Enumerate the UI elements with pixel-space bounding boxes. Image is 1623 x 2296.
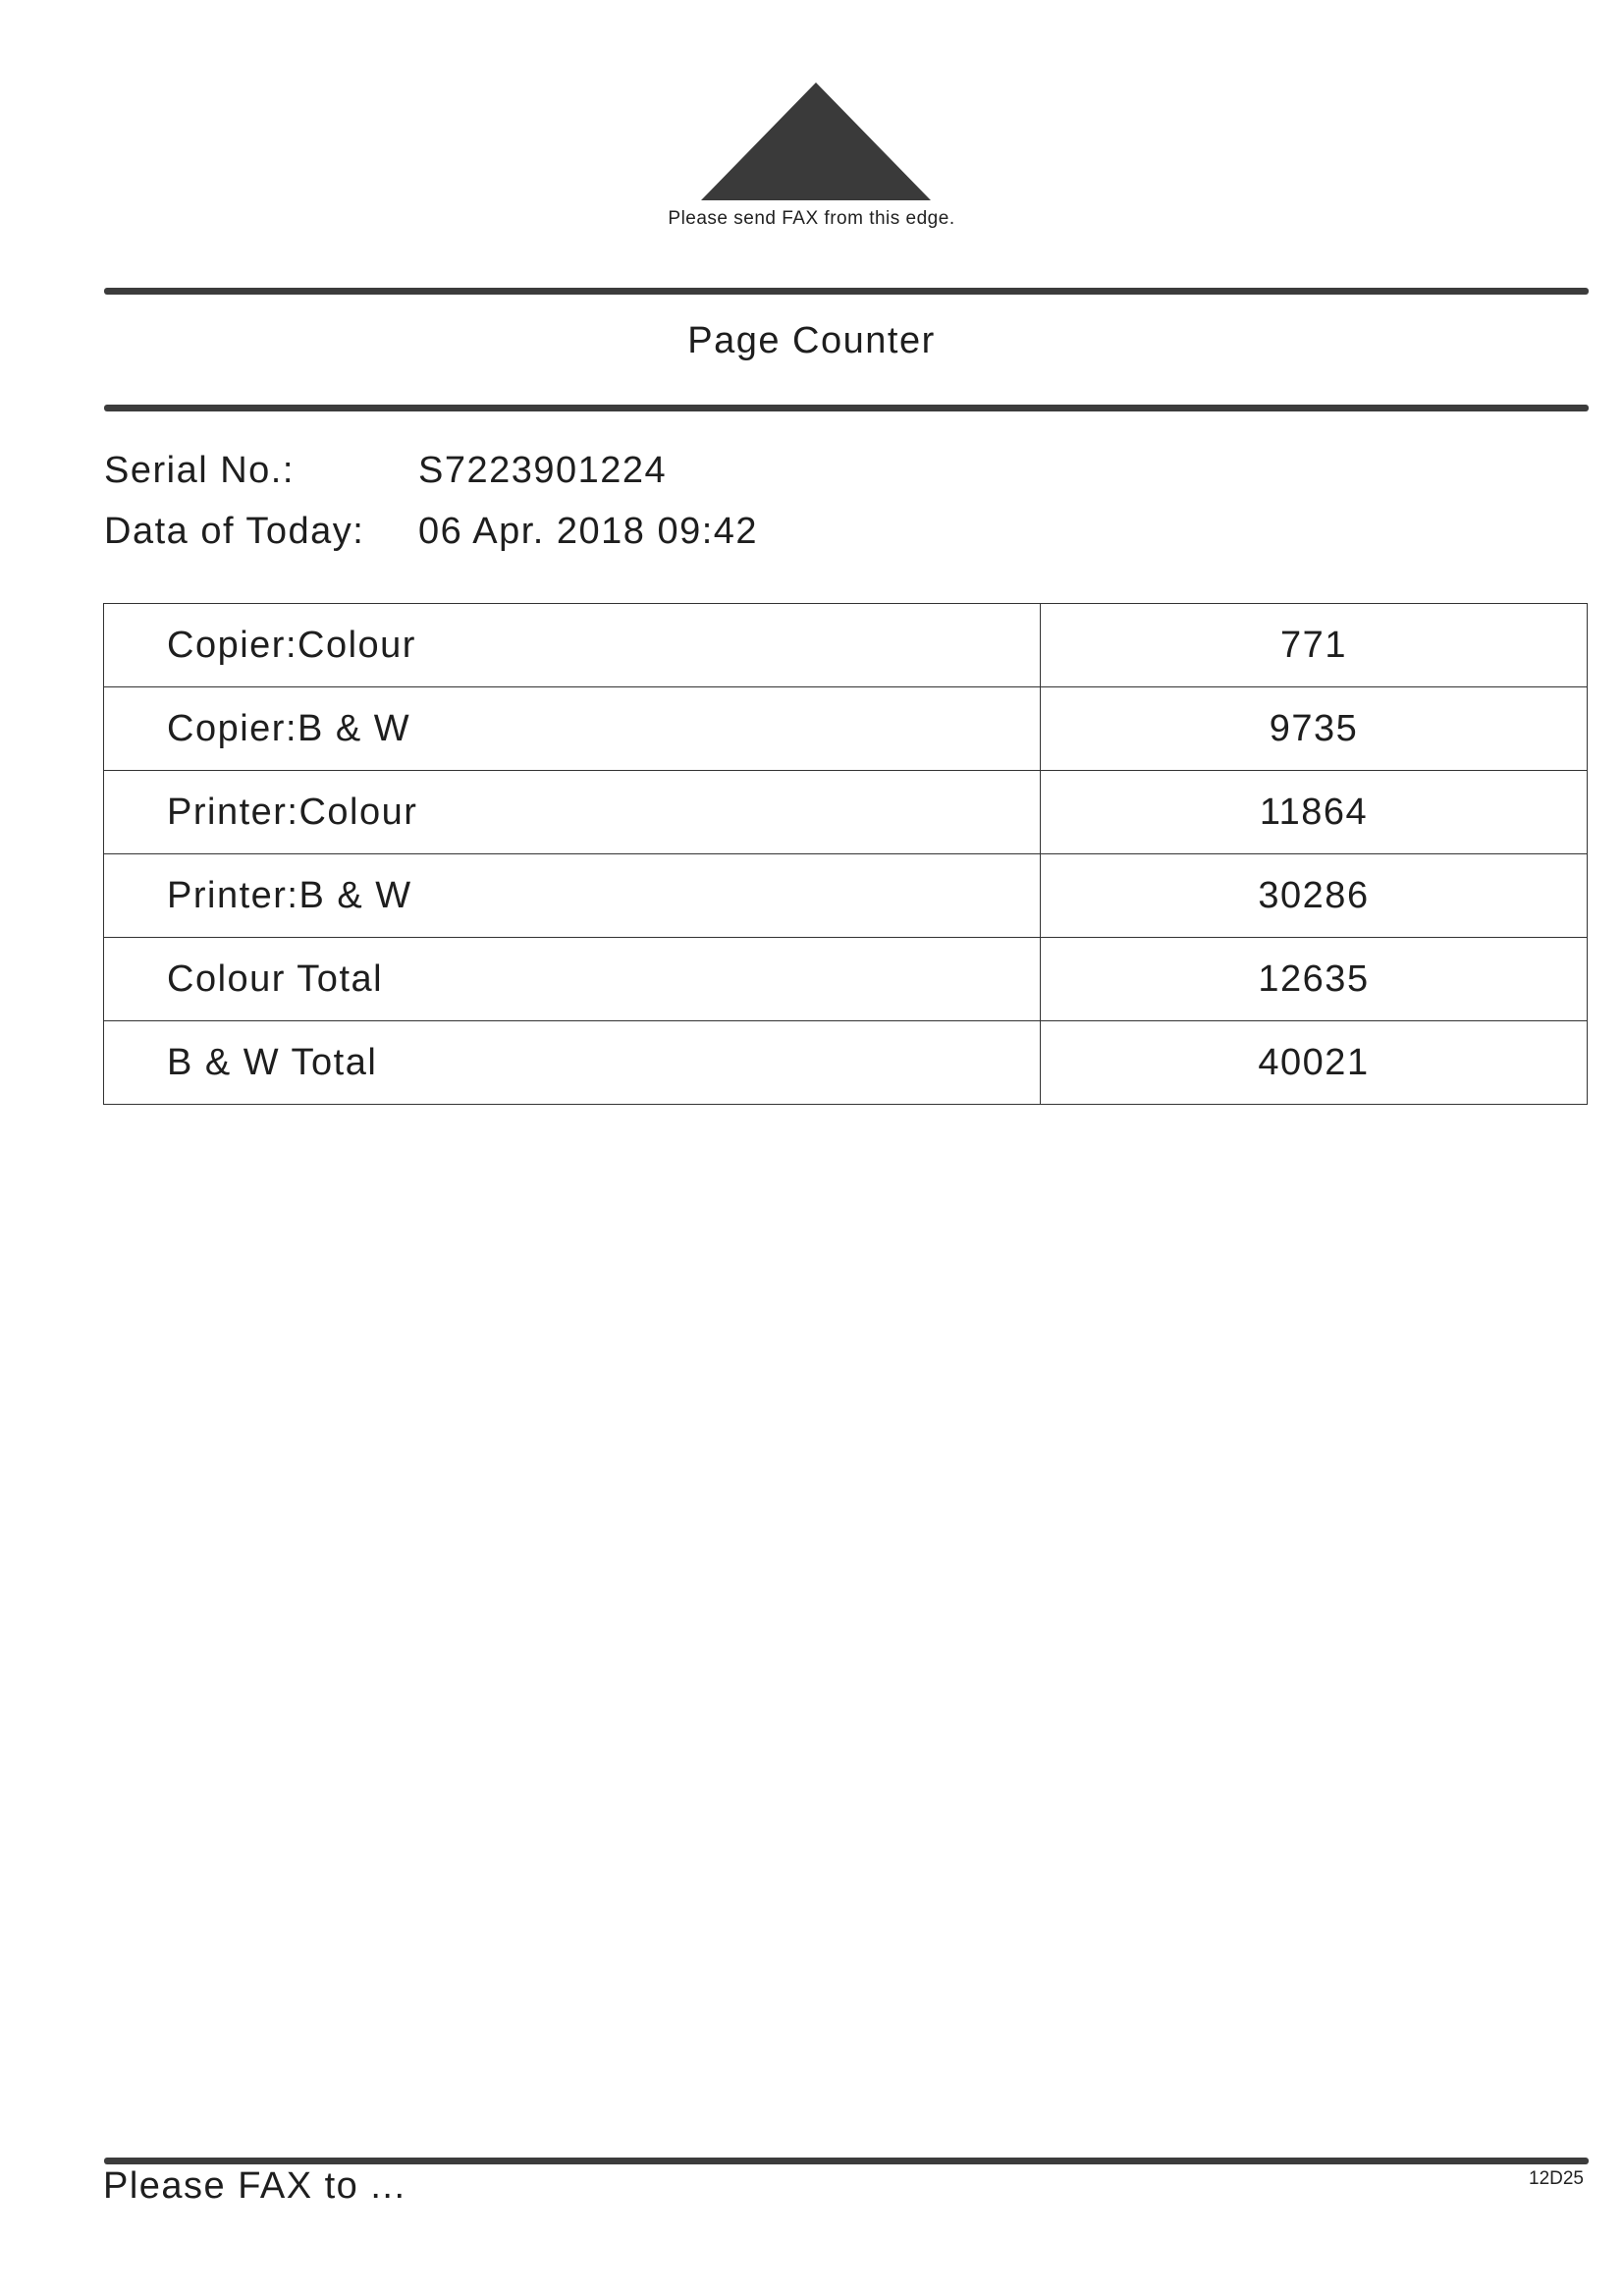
triangle-up-icon xyxy=(699,82,933,200)
counter-value: 40021 xyxy=(1041,1021,1588,1105)
fax-to-label: Please FAX to ... xyxy=(103,2165,406,2207)
table-row xyxy=(104,938,1588,1021)
serial-label: Serial No.: xyxy=(104,450,295,491)
counter-value: 30286 xyxy=(1041,854,1588,938)
counter-label: Printer:B & W xyxy=(104,854,1041,938)
counter-label: B & W Total xyxy=(104,1021,1041,1105)
date-label: Data of Today: xyxy=(104,511,365,552)
serial-value: S7223901224 xyxy=(418,450,668,491)
counter-value: 11864 xyxy=(1041,771,1588,854)
counter-value: 9735 xyxy=(1041,687,1588,771)
counter-value: 771 xyxy=(1041,604,1588,687)
table-row xyxy=(104,1021,1588,1105)
title-divider xyxy=(104,405,1589,411)
counter-table xyxy=(103,603,1588,1105)
form-code: 12D25 xyxy=(1529,2168,1584,2189)
date-row xyxy=(104,511,758,553)
counter-value: 12635 xyxy=(1041,938,1588,1021)
counter-label: Copier:Colour xyxy=(104,604,1041,687)
footer-divider xyxy=(104,2158,1589,2164)
fax-edge-note: Please send FAX from this edge. xyxy=(668,208,955,229)
table-row xyxy=(104,604,1588,687)
counter-label: Printer:Colour xyxy=(104,771,1041,854)
date-value: 06 Apr. 2018 09:42 xyxy=(418,511,759,552)
table-row xyxy=(104,687,1588,771)
page-title: Page Counter xyxy=(687,320,936,361)
counter-label: Colour Total xyxy=(104,938,1041,1021)
table-row xyxy=(104,771,1588,854)
table-row xyxy=(104,854,1588,938)
counter-label: Copier:B & W xyxy=(104,687,1041,771)
top-divider xyxy=(104,288,1589,295)
serial-row xyxy=(104,450,667,492)
